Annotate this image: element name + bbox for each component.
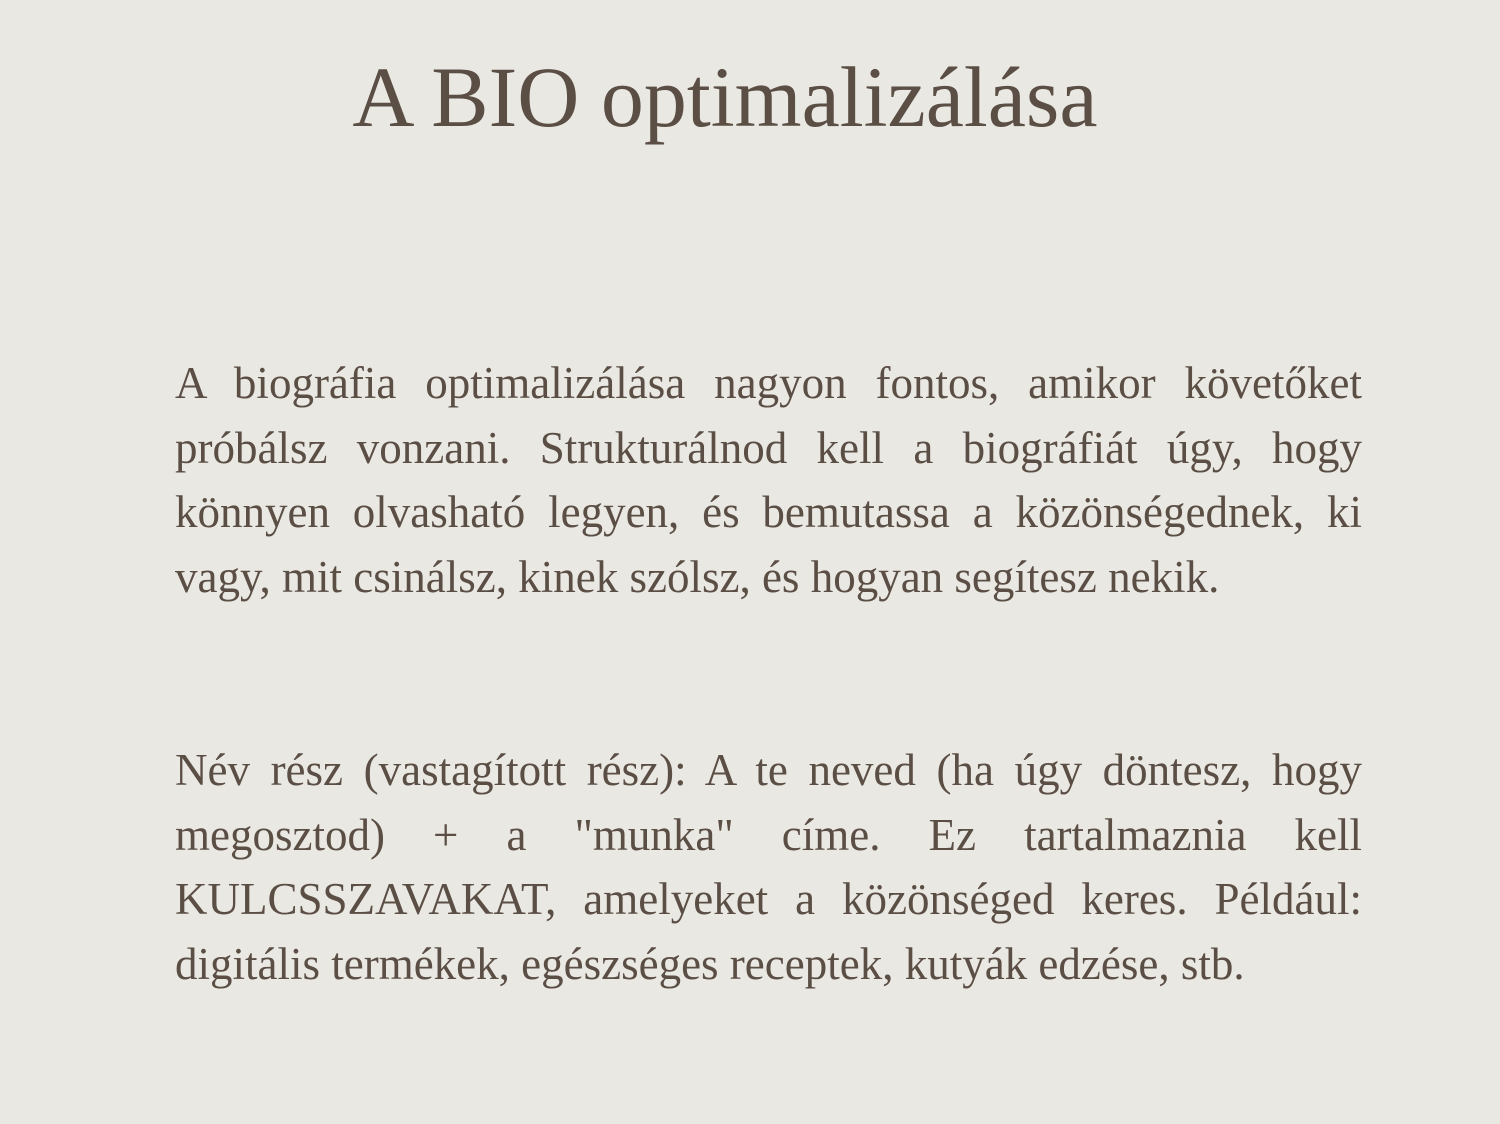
intro-paragraph: A biográfia optimalizálása nagyon fontos, amikor követőket próbálsz vonzani. Strukturálnod kell a biográfiát úgy, hogy könnyen olvasható legyen, és bemutassa a közönségednek, ki vagy, mit csinálsz, kinek szólsz, és hogyan segítesz nekik. [175, 358, 1362, 602]
name-section-paragraph: Név rész (vastagított rész): A te neved (ha úgy döntesz, hogy megosztod) + a "munka" címe. Ez tartalmaznia kell KULCSSZAVAKAT, amelyeket a közönséged keres. Például: digitális termékek, egészséges receptek, kutyák edzése, stb. [175, 745, 1362, 989]
page-title: A BIO optimalizálása [352, 49, 1098, 145]
